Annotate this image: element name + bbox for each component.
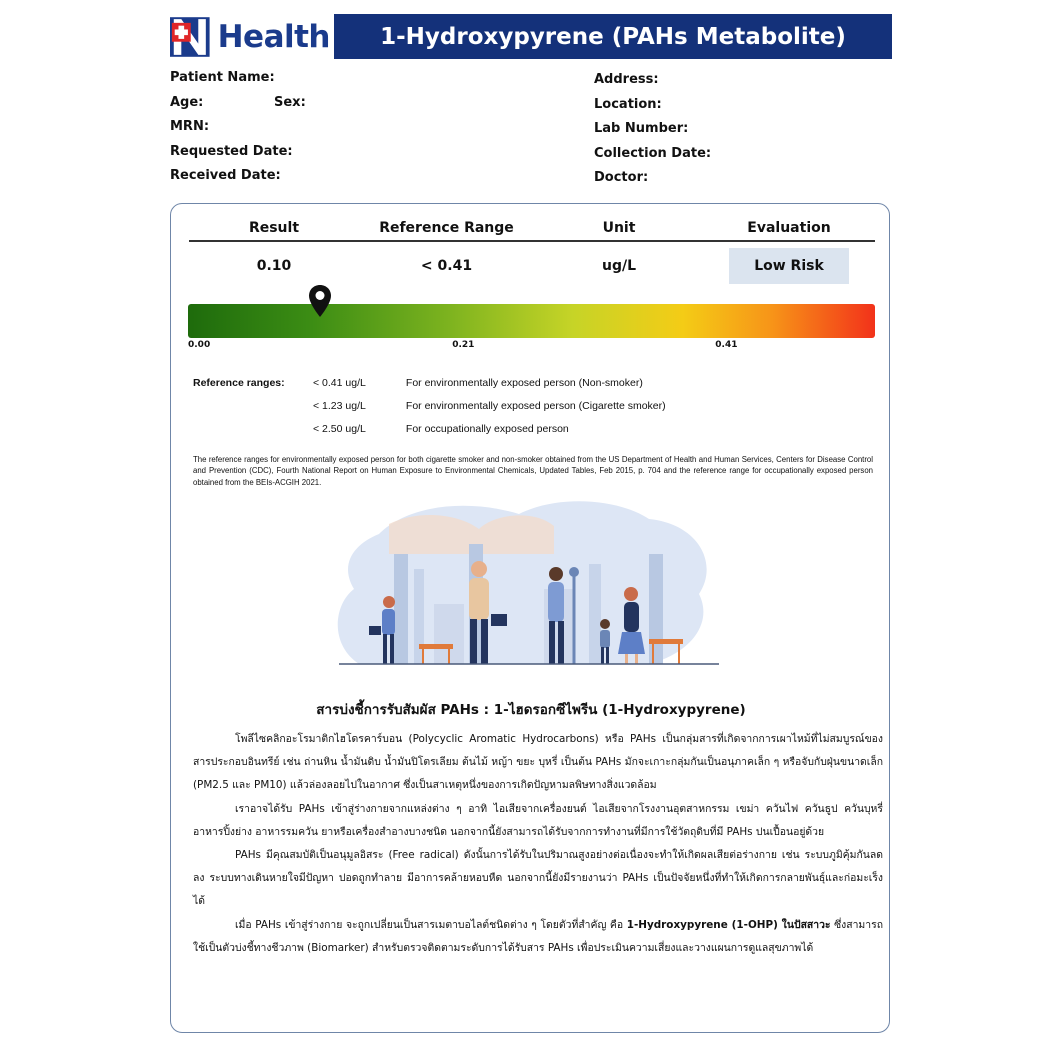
patient-info-right — [594, 68, 711, 191]
header-reference-range: Reference Range — [379, 220, 514, 236]
brand-name: Health — [217, 19, 330, 55]
header-result: Result — [248, 220, 300, 236]
hospital-cross-icon — [170, 16, 210, 58]
requested-date-label: Requested Date: — [170, 143, 293, 159]
unit-value: ug/L — [601, 258, 637, 274]
reference-range-desc: For environmentally exposed person (Cigarette smoker) — [405, 400, 666, 412]
article-text: ซึ่งสามารถใช้เป็นตัวบ่งชี้ทางชีวภาพ (Biomarker) สำหรับตรวจติดตามระดับการได้รับสาร PAHs เพื่อประเมินความเสี่ยงและวางแผนการดูแลสุขภาพได้ — [193, 918, 883, 954]
risk-gauge-bar — [188, 304, 875, 338]
reference-range-value: < 0.41 — [420, 258, 473, 274]
air-pollution-family-illustration — [319, 494, 739, 674]
result-table-row — [189, 248, 875, 284]
lab-number-label: Lab Number: — [594, 121, 689, 136]
article-paragraph: PAHs มีคุณสมบัติเป็นอนุมูลอิสระ (Free radical) ดังนั้นการได้รับในปริมาณสูงอย่างต่อเนื่องจะทำให้เกิดผลเสียต่อร่างกาย เช่น ระบบภูมิคุ้มกันลดลง ระบบทางเดินหายใจมีปัญหา ปอดถูกทำลาย มีอาการคล้ายหอบหืด นอกจากนี้ยังมีรายงานว่า PAHs เป็นปัจจัยหนึ่งที่ทำให้เกิดการกลายพันธุ์และก่อมะเร็งได้ — [193, 849, 883, 908]
header-evaluation: Evaluation — [747, 220, 831, 236]
reference-ranges-label: Reference ranges: — [193, 377, 285, 389]
mrn-label: MRN: — [170, 119, 210, 134]
gauge-tick-min: 0.00 — [188, 340, 211, 350]
patient-info-left — [170, 66, 306, 189]
article-paragraph: เราอาจได้รับ PAHs เข้าสู่ร่างกายจากแหล่งต่าง ๆ อาทิ ไอเสียจากเครื่องยนต์ ไอเสียจากโรงงานอุตสาหกรรม เขม่า ควันไฟ ควันธูป ควันบุหรี่ อาหารปิ้งย่าง อาหารรมควัน ยาหรือเครื่องสำอางบางชนิด นอกจากนี้ยังสามารถได้รับจากการทำงานที่มีการใช้วัตถุดิบที่มี PAHs ปนเปื้อนอยู่ด้วย — [193, 802, 883, 838]
address-label: Address: — [594, 72, 659, 87]
article-text: เมื่อ PAHs เข้าสู่ร่างกาย จะถูกเปลี่ยนเป็นสารเมตาบอไลต์ชนิดต่าง ๆ โดยตัวที่สำคัญ คือ — [235, 918, 627, 931]
age-sex-row — [170, 91, 306, 116]
report-title: 1-Hydroxypyrene (PAHs Metabolite) — [334, 14, 892, 59]
reference-range-value: < 0.41 ug/L — [313, 377, 366, 389]
sex-label: Sex: — [274, 94, 306, 110]
article-title: สารบ่งชี้การรับสัมผัส PAHs : 1-ไฮดรอกซีไพรีน (1-Hydroxypyrene) — [316, 702, 746, 718]
doctor-label: Doctor: — [594, 170, 649, 185]
reference-range-desc: For environmentally exposed person (Non-smoker) — [405, 377, 643, 389]
evaluation-cell — [709, 248, 869, 284]
result-card — [170, 203, 890, 1033]
gauge-tick-mid: 0.21 — [452, 340, 475, 350]
collection-date-label: Collection Date: — [594, 145, 712, 161]
article-paragraph: โพลีไซคลิกอะโรมาติกไฮโดรคาร์บอน (Polycyclic Aromatic Hydrocarbons) หรือ PAHs เป็นกลุ่มสารที่เกิดจากการเผาไหม้ที่ไม่สมบูรณ์ของสารประกอบอินทรีย์ เช่น ถ่านหิน น้ำมันดิบ น้ำมันปิโตรเลียม ต้นไม้ หญ้า ขยะ บุหรี่ เป็นต้น PAHs มักจะเกาะกลุ่มกันเป็นอนุภาคเล็ก ๆ หรือจับกับฝุ่นขนาดเล็ก (PM2.5 และ PM10) แล้วล่องลอยไปในอากาศ ซึ่งเป็นสาเหตุหนึ่งของการเกิดปัญหามลพิษทางสิ่งแวดล้อม — [193, 733, 883, 792]
article-highlight: 1-Hydroxypyrene (1-OHP) ในปัสสาวะ — [626, 918, 831, 931]
reference-source-note: The reference ranges for environmentally exposed person for both cigarette smoker and non-smoker obtained from the US Department of Health and Human Services, Centers for Disease Control and Prevention (CDC), Fourth National Report on Human Exposure to Environmental Chemicals, Updated Tables, Feb 2015, p. 704 and the reference range for occupationally exposed person obtained from the BEIs-ACGIH 2021. — [193, 455, 873, 487]
gauge-tick-max: 0.41 — [715, 340, 738, 350]
reference-range-value: < 2.50 ug/L — [313, 423, 366, 435]
reference-range-row — [313, 377, 643, 389]
article-paragraph — [193, 914, 883, 960]
reference-range-value: < 1.23 ug/L — [313, 400, 366, 412]
age-label: Age: — [170, 94, 204, 110]
reference-range-row — [313, 400, 666, 412]
result-marker-icon — [308, 284, 332, 318]
result-table-header — [189, 216, 875, 242]
reference-range-row — [313, 423, 569, 435]
received-date-label: Received Date: — [170, 168, 281, 183]
brand-logo — [170, 14, 330, 60]
location-label: Location: — [594, 96, 662, 112]
article-body — [193, 728, 883, 960]
result-value: 0.10 — [256, 258, 292, 274]
evaluation-badge: Low Risk — [729, 248, 849, 284]
patient-name-label: Patient Name: — [170, 70, 275, 85]
reference-range-desc: For occupationally exposed person — [405, 423, 569, 435]
header-unit: Unit — [602, 220, 636, 236]
